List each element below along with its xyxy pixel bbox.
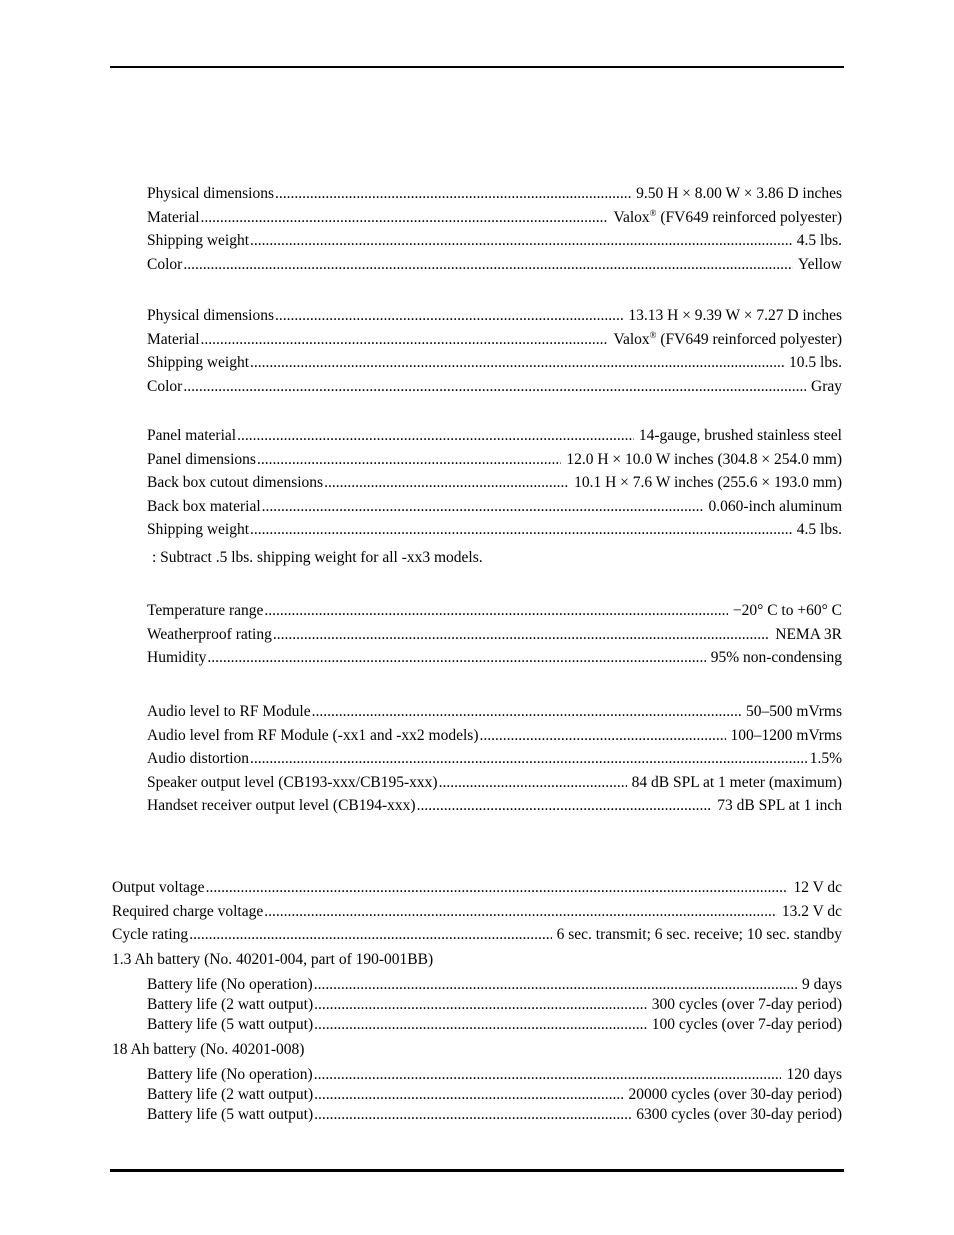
spec-row [147, 304, 842, 328]
spec-value: 10.5 lbs. [789, 354, 842, 371]
spec-label: Audio distortion [147, 750, 250, 767]
dot-leader [262, 495, 704, 519]
spec-row [147, 771, 842, 795]
spec-row [112, 900, 842, 924]
dot-leader [314, 995, 647, 1015]
footer-rule [110, 1169, 844, 1172]
spec-value: 9 days [801, 976, 842, 993]
dot-leader [201, 206, 609, 230]
spec-row [147, 599, 842, 623]
spec-label: Back box cutout dimensions [147, 474, 324, 491]
spec-row [147, 471, 842, 495]
spec-label: Panel material [147, 427, 237, 444]
spec-value: Yellow [797, 255, 842, 273]
spec-group-audio [147, 700, 842, 818]
spec-value: −20° C to +60° C [732, 602, 842, 619]
spec-value: 12.0 H × 10.0 W inches (304.8 × 254.0 mm) [566, 450, 842, 468]
spec-value: 6300 cycles (over 30-day period) [636, 1106, 842, 1123]
dot-leader [183, 375, 806, 399]
dot-leader [250, 518, 792, 542]
spec-label: Panel dimensions [147, 450, 256, 468]
spec-row [147, 518, 842, 542]
dot-leader [201, 328, 609, 352]
dot-leader [250, 747, 809, 771]
spec-row [147, 995, 842, 1015]
spec-label: Temperature range [147, 602, 264, 619]
spec-label: Battery life (No operation) [147, 976, 313, 993]
dot-leader [257, 448, 561, 472]
spec-row [147, 229, 842, 253]
spec-row [147, 794, 842, 818]
spec-row [147, 724, 842, 748]
spec-label: Audio level from RF Module (-xx1 and -xx2 models) [147, 726, 479, 744]
spec-row [147, 351, 842, 375]
spec-label: Battery life (2 watt output) [147, 1086, 314, 1103]
spec-label: Shipping weight [147, 521, 250, 538]
battery-1-specs [147, 975, 842, 1035]
spec-value: 100–1200 mVrms [730, 726, 842, 744]
dot-leader [314, 1015, 647, 1035]
dot-leader [250, 229, 792, 253]
battery-2-heading: 18 Ah battery (No. 40201-008) [112, 1041, 305, 1058]
spec-row [147, 206, 842, 230]
dot-leader [314, 1105, 631, 1125]
battery-specs [112, 876, 842, 947]
spec-row [147, 1065, 842, 1085]
spec-row [147, 253, 842, 277]
dot-leader [275, 304, 623, 328]
spec-value: 95% non-condensing [710, 649, 842, 666]
spec-value: 6 sec. transmit; 6 sec. receive; 10 sec. standby [556, 926, 842, 943]
battery-2-specs [147, 1065, 842, 1125]
dot-leader [314, 1065, 782, 1085]
spec-value: NEMA 3R [775, 625, 842, 643]
spec-value: 300 cycles (over 7-day period) [651, 996, 842, 1013]
battery-1-heading: 1.3 Ah battery (No. 40201-004, part of 190-001BB) [112, 951, 434, 968]
spec-label: Shipping weight [147, 232, 250, 249]
dot-leader [439, 771, 627, 795]
spec-group-gray [147, 304, 842, 398]
spec-value: Gray [811, 377, 842, 395]
spec-label: Humidity [147, 649, 207, 666]
dot-leader [312, 700, 741, 724]
spec-row [112, 876, 842, 900]
header-rule [110, 66, 844, 68]
spec-value: 12 V dc [793, 879, 842, 896]
spec-row [147, 182, 842, 206]
spec-value: 1.5% [809, 750, 842, 767]
dot-leader [314, 975, 797, 995]
spec-row [147, 1085, 842, 1105]
spec-value: 9.50 H × 8.00 W × 3.86 D inches [636, 185, 842, 202]
dot-leader [183, 253, 793, 277]
spec-label: Battery life (5 watt output) [147, 1016, 314, 1033]
spec-row [147, 424, 842, 448]
spec-label: Battery life (2 watt output) [147, 996, 314, 1013]
spec-label: Physical dimensions [147, 307, 275, 324]
dot-leader [264, 900, 777, 924]
spec-value: 13.2 V dc [781, 902, 842, 920]
spec-group-panel [147, 424, 842, 542]
spec-value: Valox® (FV649 reinforced polyester) [613, 329, 842, 348]
spec-row [147, 646, 842, 670]
shipping-weight-note: : Subtract .5 lbs. shipping weight for all -xx3 models. [152, 549, 483, 566]
spec-row [147, 1015, 842, 1035]
spec-row [147, 448, 842, 472]
dot-leader [314, 1085, 623, 1105]
spec-label: Physical dimensions [147, 185, 275, 202]
dot-leader [237, 424, 634, 448]
dot-leader [250, 351, 784, 375]
spec-label: Audio level to RF Module [147, 703, 311, 720]
registered-mark: ® [649, 207, 657, 218]
spec-row [147, 328, 842, 352]
dot-leader [207, 646, 705, 670]
spec-group-yellow [147, 182, 842, 276]
spec-label: Cycle rating [112, 926, 189, 943]
spec-row [147, 623, 842, 647]
spec-row [147, 975, 842, 995]
spec-row [147, 1105, 842, 1125]
spec-label: Handset receiver output level (CB194-xxx) [147, 797, 416, 814]
spec-row [112, 923, 842, 947]
registered-mark: ® [649, 329, 657, 340]
spec-label: Required charge voltage [112, 902, 264, 920]
spec-label: Weatherproof rating [147, 625, 272, 643]
spec-label: Color [147, 377, 183, 395]
spec-value: Valox® (FV649 reinforced polyester) [613, 207, 842, 226]
spec-row [147, 747, 842, 771]
dot-leader [273, 623, 770, 647]
spec-label: Battery life (No operation) [147, 1066, 313, 1083]
spec-value: 13.13 H × 9.39 W × 7.27 D inches [628, 307, 842, 324]
spec-label: Speaker output level (CB193-xxx/CB195-xxx) [147, 773, 438, 791]
spec-value: 120 days [786, 1066, 842, 1083]
spec-label: Color [147, 255, 183, 273]
spec-value: 20000 cycles (over 30-day period) [628, 1086, 842, 1103]
dot-leader [479, 724, 725, 748]
dot-leader [189, 923, 551, 947]
spec-value: 73 dB SPL at 1 inch [717, 797, 842, 814]
spec-label: Output voltage [112, 879, 205, 896]
spec-label: Material [147, 208, 200, 226]
spec-label: Battery life (5 watt output) [147, 1106, 314, 1123]
dot-leader [206, 876, 789, 900]
spec-value: 4.5 lbs. [796, 232, 842, 249]
spec-value: 14-gauge, brushed stainless steel [638, 427, 842, 444]
spec-value: 10.1 H × 7.6 W inches (255.6 × 193.0 mm) [574, 474, 842, 491]
dot-leader [264, 599, 727, 623]
dot-leader [324, 471, 569, 495]
spec-group-environmental [147, 599, 842, 670]
spec-row [147, 495, 842, 519]
spec-label: Back box material [147, 497, 261, 515]
spec-value: 84 dB SPL at 1 meter (maximum) [631, 773, 842, 791]
spec-label: Shipping weight [147, 354, 250, 371]
spec-value: 4.5 lbs. [796, 521, 842, 538]
spec-value: 100 cycles (over 7-day period) [651, 1016, 842, 1033]
spec-value: 0.060-inch aluminum [708, 497, 842, 515]
dot-leader [417, 794, 713, 818]
spec-label: Material [147, 330, 200, 348]
dot-leader [275, 182, 631, 206]
spec-value: 50–500 mVrms [746, 703, 842, 720]
spec-row [147, 700, 842, 724]
spec-row [147, 375, 842, 399]
